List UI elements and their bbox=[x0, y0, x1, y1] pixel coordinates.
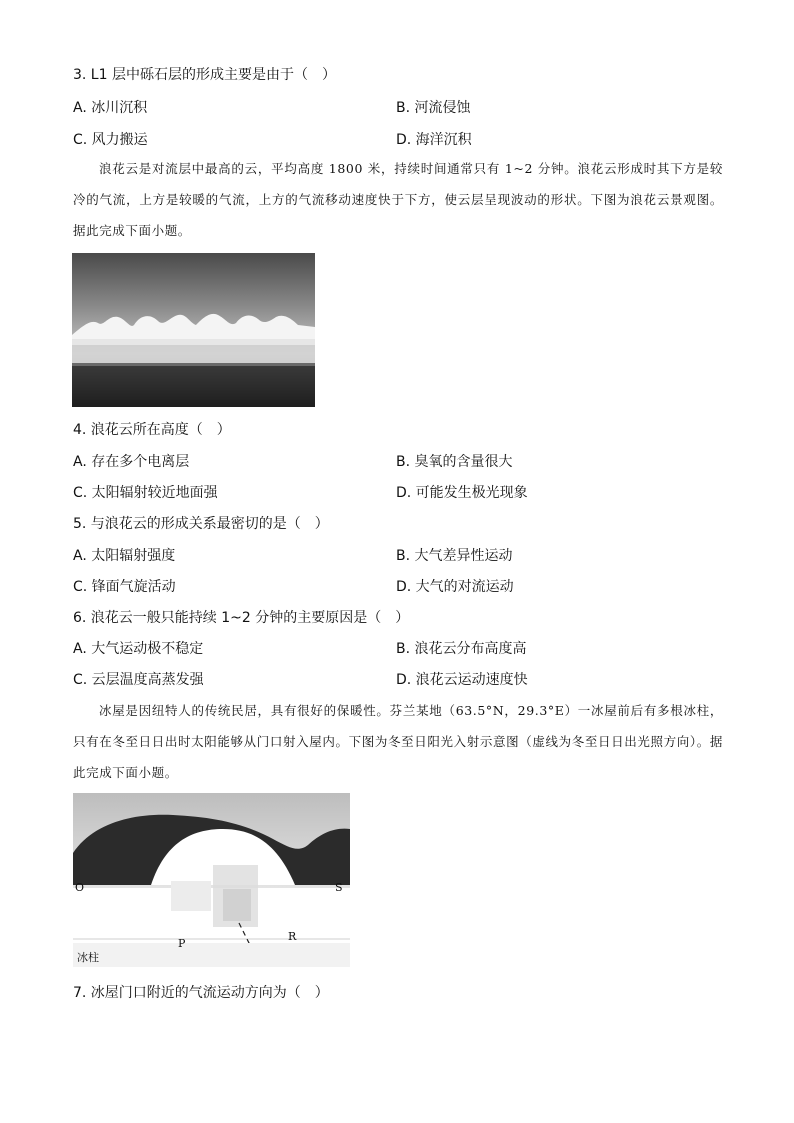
q5-option-a: A. 太阳辐射强度 bbox=[73, 548, 176, 564]
q6-option-c: C. 云层温度高蒸发强 bbox=[73, 672, 204, 688]
igloo-sunlight-diagram bbox=[73, 793, 350, 967]
question-4-stem: 4. 浪花云所在高度（ ） bbox=[73, 422, 231, 438]
wave-cloud-photo bbox=[72, 253, 315, 407]
label-r: R bbox=[288, 930, 297, 943]
label-o: O bbox=[75, 881, 85, 894]
q6-option-d: D. 浪花云运动速度快 bbox=[396, 672, 528, 688]
q4-option-c: C. 太阳辐射较近地面强 bbox=[73, 485, 218, 501]
q3-option-a: A. 冰川沉积 bbox=[73, 100, 148, 116]
question-7-stem: 7. 冰屋门口附近的气流运动方向为（ ） bbox=[73, 985, 329, 1001]
label-ice-pillar: 冰柱 bbox=[77, 951, 99, 964]
q5-option-b: B. 大气差异性运动 bbox=[396, 548, 513, 564]
passage-igloo-text: 冰屋是因纽特人的传统民居，具有很好的保暖性。芬兰某地（63.5°N，29.3°E）一冰屋前后有多根冰柱，只有在冬至日日出时太阳能够从门口射入屋内。下图为冬至日阳光入射示意图（虚线为冬至日日出光照方向）。据此完成下面小题。 bbox=[73, 703, 723, 780]
passage-wave-cloud-text: 浪花云是对流层中最高的云，平均高度 1800 米，持续时间通常只有 1~2 分钟。浪花云形成时其下方是较冷的气流，上方是较暖的气流，上方的气流移动速度快于下方，使云层呈现波动的形状。下图为浪花云景观图。据此完成下面小题。 bbox=[73, 161, 723, 238]
question-6-stem: 6. 浪花云一般只能持续 1~2 分钟的主要原因是（ ） bbox=[73, 610, 410, 626]
q5-option-c: C. 锋面气旋活动 bbox=[73, 579, 176, 595]
q3-option-b: B. 河流侵蚀 bbox=[396, 100, 471, 116]
q6-option-b: B. 浪花云分布高度高 bbox=[396, 641, 527, 657]
question-5-stem: 5. 与浪花云的形成关系最密切的是（ ） bbox=[73, 516, 329, 532]
q4-option-b: B. 臭氧的含量很大 bbox=[396, 454, 513, 470]
q3-option-d: D. 海洋沉积 bbox=[396, 132, 472, 148]
q4-option-d: D. 可能发生极光现象 bbox=[396, 485, 528, 501]
passage-wave-cloud bbox=[73, 153, 723, 246]
q4-option-a: A. 存在多个电离层 bbox=[73, 454, 190, 470]
question-3-stem: 3. L1 层中砾石层的形成主要是由于（ ） bbox=[73, 67, 336, 83]
passage-igloo bbox=[73, 695, 723, 788]
label-s: S bbox=[335, 881, 343, 894]
label-p: P bbox=[178, 937, 186, 950]
q3-option-c: C. 风力搬运 bbox=[73, 132, 148, 148]
q5-option-d: D. 大气的对流运动 bbox=[396, 579, 514, 595]
q6-option-a: A. 大气运动极不稳定 bbox=[73, 641, 204, 657]
